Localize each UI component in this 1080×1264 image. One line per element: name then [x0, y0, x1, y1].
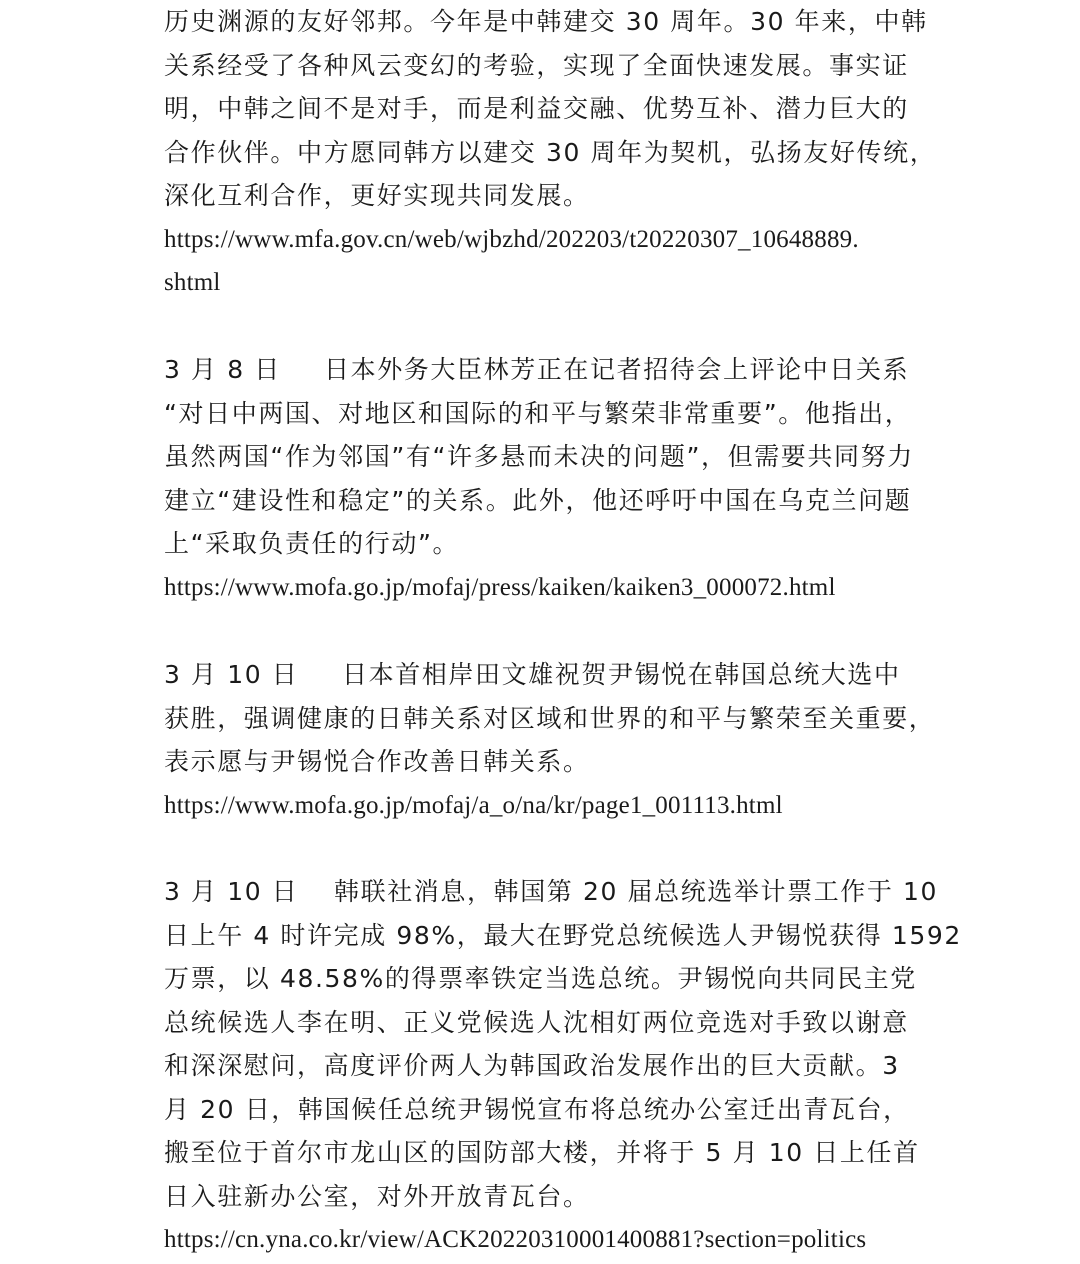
entry-mar-10-yonhap — [164, 870, 962, 1262]
entry-first-line — [164, 870, 939, 914]
entry-continuation — [164, 0, 937, 305]
source-url-link[interactable]: https://www.mofa.go.jp/mofaj/a_o/na/kr/page1_001113.html — [164, 791, 783, 819]
paragraph-line: 历史渊源的友好邻邦。今年是中韩建交 30 周年。30 年来，中韩 — [164, 7, 928, 36]
paragraph-line: 日上午 4 时许完成 98%，最大在野党总统候选人尹锡悦获得 1592 — [164, 920, 962, 950]
paragraph-line: 建立“建设性和稳定”的关系。此外，他还呼吁中国在乌克兰问题 — [164, 485, 912, 515]
entry-date: 3 月 10 日 — [164, 660, 299, 689]
source-url-link[interactable]: https://www.mofa.go.jp/mofaj/press/kaiken/kaiken3_000072.html — [164, 573, 836, 601]
entry-first-line — [164, 653, 924, 697]
entry-date: 3 月 8 日 — [164, 355, 281, 384]
paragraph-text: 日本首相岸田文雄祝贺尹锡悦在韩国总统大选中 — [342, 660, 901, 689]
paragraph-line: 虽然两国“作为邻国”有“许多悬而未决的问题”，但需要共同努力 — [164, 442, 914, 471]
source-url-link[interactable]: shtml — [164, 269, 221, 296]
paragraph-line: 明，中韩之间不是对手，而是利益交融、优势互补、潜力巨大的 — [164, 94, 909, 123]
source-url-link[interactable]: https://www.mfa.gov.cn/web/wjbzhd/202203/t20220307_10648889. — [164, 225, 859, 253]
source-url-link[interactable]: https://cn.yna.co.kr/view/ACK20220310001400881?section=politics — [164, 1226, 867, 1253]
paragraph-text: 韩联社消息，韩国第 20 届总统选举计票工作于 10 — [334, 877, 939, 906]
paragraph-line: 合作伙伴。中方愿同韩方以建交 30 周年为契机，弘扬友好传统， — [164, 137, 937, 167]
paragraph-line: 万票，以 48.58%的得票率铁定当选总统。尹锡悦向共同民主党 — [164, 964, 917, 993]
paragraph-line: 深化互利合作，更好实现共同发展。 — [164, 181, 590, 210]
paragraph-line: 表示愿与尹锡悦合作改善日韩关系。 — [164, 747, 590, 776]
paragraph-line: 总统候选人李在明、正义党候选人沈相奵两位竞选对手致以谢意 — [164, 1007, 909, 1037]
paragraph-line: 日入驻新办公室，对外开放青瓦台。 — [164, 1181, 590, 1211]
paragraph-line: “对日中两国、对地区和国际的和平与繁荣非常重要”。他指出， — [164, 398, 912, 428]
paragraph-line: 关系经受了各种风云变幻的考验，实现了全面快速发展。事实证 — [164, 50, 909, 80]
entry-first-line — [164, 348, 924, 392]
paragraph-line: 获胜，强调健康的日韩关系对区域和世界的和平与繁荣至关重要， — [164, 703, 936, 733]
paragraph-text: 日本外务大臣林芳正在记者招待会上评论中日关系 — [324, 355, 910, 384]
paragraph-line: 和深深慰问，高度评价两人为韩国政治发展作出的巨大贡献。3 — [164, 1051, 900, 1080]
paragraph-line: 月 20 日，韩国候任总统尹锡悦宣布将总统办公室迁出青瓦台， — [164, 1094, 910, 1124]
paragraph-line: 上“采取负责任的行动”。 — [164, 529, 460, 558]
entry-mar-10-kishida — [164, 653, 936, 827]
paragraph-line: 搬至位于首尔市龙山区的国防部大楼，并将于 5 月 10 日上任首 — [164, 1138, 920, 1167]
entry-date: 3 月 10 日 — [164, 877, 299, 906]
entry-mar-8 — [164, 348, 924, 609]
